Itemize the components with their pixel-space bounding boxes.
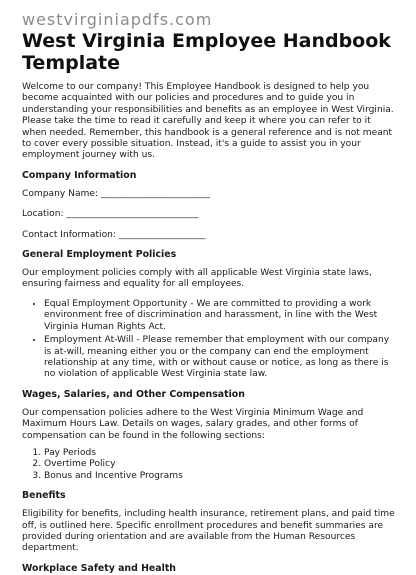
contact-field: Contact Information: ___________________ bbox=[22, 229, 206, 240]
wages-paragraph: Our compensation policies adhere to the West Virginia Minimum Wage and Maximum Hours Law. Details on wages, salary grades, and other forms of compensation can be found in the following sections: bbox=[22, 407, 364, 441]
intro-paragraph: Welcome to our company! This Employee Handbook is designed to help you become acquainted with our policies and procedures and to guide you in understanding your responsibilities and benefits as an employee in West Virginia. Please take the time to read it carefully and keep it where you can refer to it when needed. Remember, this handbook is a general reference and is not meant to cover every possible situation. Instead, it's a guide to assist you in your employment journey with us. bbox=[22, 82, 394, 161]
list-item: 2. Overtime Policy bbox=[44, 459, 398, 470]
section-heading-wages: Wages, Salaries, and Other Compensation bbox=[22, 388, 245, 400]
document-title: West Virginia Employee Handbook Template bbox=[22, 30, 391, 74]
wages-numbered-list bbox=[22, 448, 398, 482]
section-heading-general: General Employment Policies bbox=[22, 249, 177, 261]
section-heading-company-info: Company Information bbox=[22, 169, 137, 181]
list-item: 1. Pay Periods bbox=[44, 448, 398, 459]
site-watermark: westvirginiapdfs.com bbox=[22, 10, 213, 29]
document-body bbox=[22, 30, 398, 575]
section-heading-safety: Workplace Safety and Health bbox=[22, 562, 176, 574]
general-bullet-list bbox=[22, 299, 398, 381]
section-heading-benefits: Benefits bbox=[22, 490, 66, 502]
benefits-paragraph: Eligibility for benefits, including health insurance, retirement plans, and paid time off, is outlined here. Specific enrollment procedures and benefit summaries are provided during orientation and are available from the Human Resources department. bbox=[22, 509, 395, 554]
company-name-field: Company Name: ________________________ bbox=[22, 188, 211, 199]
list-item: 3. Bonus and Incentive Programs bbox=[44, 471, 398, 482]
general-paragraph: Our employment policies comply with all applicable West Virginia state laws, ensuring fairness and equality for all employees. bbox=[22, 268, 372, 290]
list-item: • Employment At-Will - Please remember that employment with our company is at-will, meaning either you or the company can end the employment relationship at any time, with or without cause or notice, as long as there is no violation of applicable West Virginia state law. bbox=[44, 335, 398, 381]
list-item: • Equal Employment Opportunity - We are committed to providing a work environment free of discrimination and harassment, in line with the West Virginia Human Rights Act. bbox=[44, 299, 398, 333]
location-field: Location: _____________________________ bbox=[22, 209, 199, 220]
